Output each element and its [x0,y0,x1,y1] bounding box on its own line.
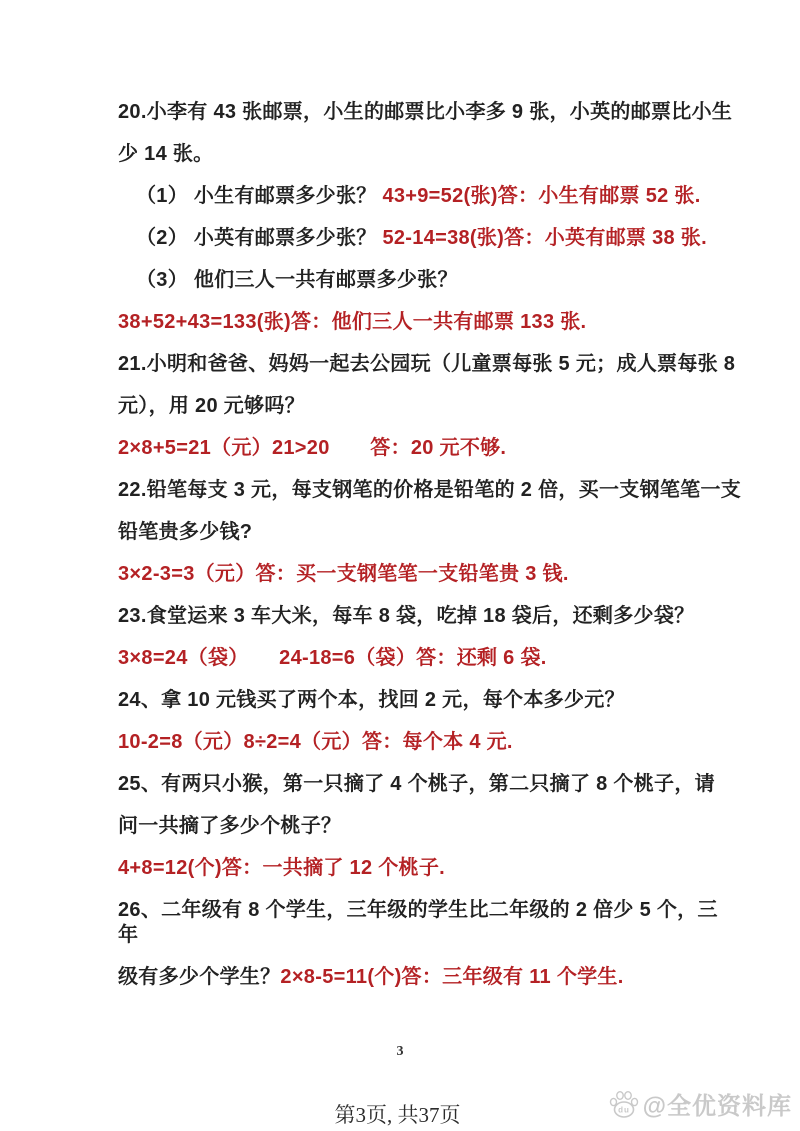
question-21-line-1 [118,353,758,376]
answer-text: 10-2=8（元）8÷2=4（元）答：每个本 4 元. [118,731,513,753]
answer-text: 2×8+5=21（元）21>20 答：20 元不够. [118,437,507,459]
question-text: 20.小李有 43 张邮票，小生的邮票比小李多 9 张，小英的邮票比小生 [118,101,733,123]
question-26-line-2 [118,924,758,947]
question-20-part-3 [118,269,758,292]
watermark [608,1086,792,1121]
question-24-answer [118,731,758,754]
worksheet-content [118,101,758,1008]
question-text: 级有多少个学生？ [118,966,281,988]
answer-text: 43+9=52(张)答：小生有邮票 52 张. [382,185,701,207]
question-text: 少 14 张。 [118,143,214,165]
question-text: 24、拿 10 元钱买了两个本，找回 2 元，每个本多少元？ [118,689,625,711]
question-25-line-1 [118,773,758,796]
question-21-line-2 [118,395,758,418]
question-21-answer [118,437,758,460]
question-text: 年 [118,924,139,946]
answer-text: 2×8-5=11(个)答：三年级有 11 个学生. [280,966,624,988]
question-23-answer [118,647,758,670]
answer-text: 3×8=24（袋） 24-18=6（袋）答：还剩 6 袋. [118,647,547,669]
page-footer: 第3页, 共37页 [334,1103,461,1127]
svg-text:du: du [617,1105,630,1114]
question-20-part-1 [118,185,758,208]
question-20-part-3-answer [118,311,758,334]
answer-text: 4+8=12(个)答：一共摘了 12 个桃子. [118,857,445,879]
baidu-paw-icon [608,1088,640,1120]
question-20-line-2 [118,143,758,166]
answer-text: 52-14=38(张)答：小英有邮票 38 张. [382,227,707,249]
question-text: 26、二年级有 8 个学生，三年级的学生比二年级的 2 倍少 5 个，三 [118,899,718,921]
question-text: 25、有两只小猴，第一只摘了 4 个桃子，第二只摘了 8 个桃子，请 [118,773,715,795]
question-22-line-1 [118,479,758,502]
question-22-line-2 [118,521,758,544]
question-23-line-1 [118,605,758,628]
question-25-answer [118,857,758,880]
question-22-answer [118,563,758,586]
answer-text: 3×2-3=3（元）答：买一支钢笔笔一支铅笔贵 3 钱. [118,563,569,585]
question-text: 铅笔贵多少钱? [118,521,253,543]
answer-text: 38+52+43=133(张)答：他们三人一共有邮票 133 张. [118,311,587,333]
question-text: （3） 他们三人一共有邮票多少张？ [136,269,458,291]
watermark-text: @全优资料库 [642,1093,792,1120]
question-text: 21.小明和爸爸、妈妈一起去公园玩（儿童票每张 5 元；成人票每张 8 [118,353,736,375]
question-text: 23.食堂运来 3 车大米，每车 8 袋，吃掉 18 袋后，还剩多少袋？ [118,605,695,627]
question-text: 22.铅笔每支 3 元，每支钢笔的价格是铅笔的 2 倍，买一支钢笔笔一支 [118,479,742,501]
page-number: 3 [396,1044,404,1059]
question-25-line-2 [118,815,758,838]
question-text: （1） 小生有邮票多少张？ [136,185,383,207]
question-text: 元），用 20 元够吗？ [118,395,305,417]
question-text: （2） 小英有邮票多少张？ [136,227,383,249]
question-26-line-1 [118,899,758,922]
question-24-line-1 [118,689,758,712]
question-text: 问一共摘了多少个桃子？ [118,815,342,837]
question-20-part-2 [118,227,758,250]
question-26-line-3-answer [118,966,758,989]
question-20-line-1 [118,101,758,124]
